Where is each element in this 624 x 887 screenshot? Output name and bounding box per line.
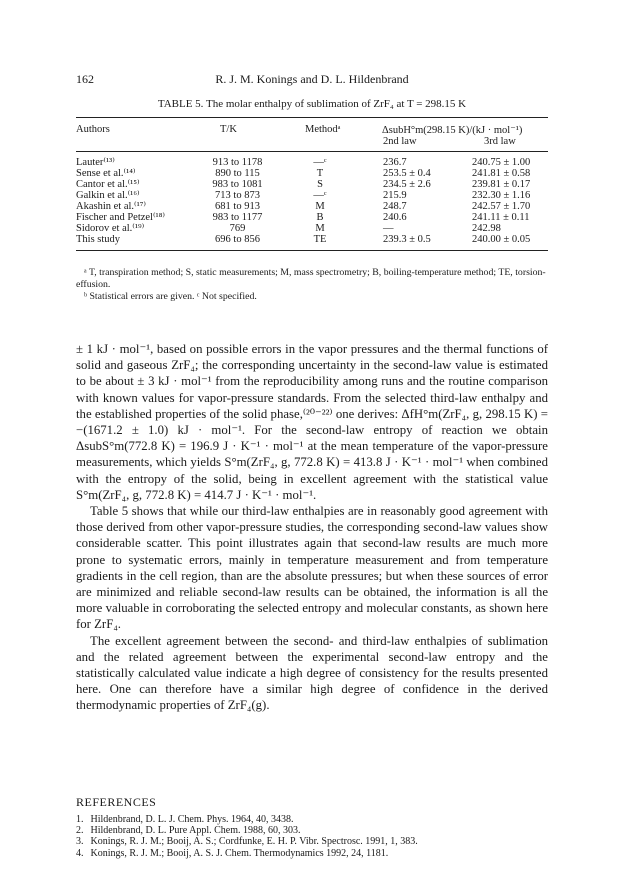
- table-cell: 234.5 ± 2.6: [383, 179, 431, 190]
- table-cell: Cantor et al.⁽¹⁵⁾: [76, 179, 140, 190]
- paragraph-1: ± 1 kJ · mol⁻¹, based on possible errors in the vapor pressures and the thermal functions of solid and gaseous ZrF₄; the corresponding uncertainty in the second-law value is estimated to be about ± 3 kJ · mol⁻¹ from the reproducibility among runs and the routine comparison with known values for vapor-pressure standards. From the selected third-law enthalpy and the established properties of the solid phase,⁽²⁰⁻²²⁾ one derives: ΔfH°m(ZrF₄, g, 298.15 K) = −(1671.2 ± 1.0) kJ · mol⁻¹. For the second-law entropy of reaction we obtain ΔsubS°m(772.8 K) = 196.9 J · K⁻¹ · mol⁻¹ at the mean temperature of the vapor-pressure measurements, which yields S°m(ZrF₄, g, 772.8 K) = 413.8 J · K⁻¹ · mol⁻¹ when combined with the entropy of the solid, being in excellent agreement with the statistical value S°m(ZrF₄, g, 772.8 K) = 414.7 J · K⁻¹ · mol⁻¹.: [76, 342, 548, 502]
- table-cell: 253.5 ± 0.4: [383, 168, 431, 179]
- table-cell: Galkin et al.⁽¹⁶⁾: [76, 190, 140, 201]
- table-cell: 913 to 1178: [212, 157, 263, 168]
- table-footnotes: [76, 267, 548, 303]
- col-header-2nd-law: 2nd law: [383, 136, 417, 147]
- table-cell: 240.6: [383, 212, 407, 223]
- reference-number: 2.: [76, 825, 84, 837]
- column-authors: [76, 157, 165, 245]
- table-header-rule: [76, 151, 548, 152]
- table-cell: 236.7: [383, 157, 407, 168]
- paragraph-2: Table 5 shows that while our third-law enthalpies are in reasonably good agreement with those derived from other vapor-pressure studies, the corresponding second-law values show considerable scatter. This point illustrates again that second-law results are much more prone to systematic errors, mainly in temperature measurement and from temperature gradients in the cell region, than are the absolute pressures; but when these sources of error are minimized and reliable second-law results can be obtained, the information is all the more valuable in corroborating the selected entropy and molecular constants, as shown here for ZrF₄.: [76, 504, 548, 632]
- reference-item: [76, 825, 548, 836]
- table-cell: —: [383, 223, 394, 234]
- reference-text: Hildenbrand, D. L. Pure Appl. Chem. 1988, 60, 303.: [90, 825, 301, 837]
- reference-text: Konings, R. J. M.; Booij, A. S. J. Chem. Thermodynamics 1992, 24, 1181.: [90, 847, 389, 859]
- table-bottom-rule: [76, 250, 548, 251]
- table-cell: 239.81 ± 0.17: [472, 179, 531, 190]
- column-method: [300, 157, 340, 245]
- table-cell: 890 to 115: [215, 168, 260, 179]
- table-cell: Sense et al.⁽¹⁴⁾: [76, 168, 136, 179]
- paragraph-3: The excellent agreement between the second- and third-law enthalpies of sublimation and the related agreement between the experimental second-law entropy and the statistically calculated value indicate a high degree of consistency for the results presented here. One can therefore have a similar high degree of confidence in the derived thermodynamic properties of ZrF₄(g).: [76, 633, 548, 713]
- table-cell: Akashin et al.⁽¹⁷⁾: [76, 201, 146, 212]
- references-heading: REFERENCES: [76, 795, 157, 809]
- table-cell: 241.11 ± 0.11: [472, 212, 530, 223]
- table-top-rule: [76, 117, 548, 118]
- table-cell: 215.9: [383, 190, 407, 201]
- reference-item: [76, 848, 548, 859]
- body-text: [76, 341, 548, 714]
- table-cell: —ᶜ: [313, 157, 327, 168]
- table-cell: 983 to 1081: [212, 179, 263, 190]
- table-cell: 242.98: [472, 223, 501, 234]
- table-cell: TE: [313, 234, 327, 245]
- table-cell: 681 to 913: [215, 201, 260, 212]
- reference-number: 1.: [76, 814, 84, 825]
- reference-item: [76, 814, 548, 825]
- reference-text: Hildenbrand, D. L. J. Chem. Phys. 1964, 40, 3438.: [90, 814, 294, 825]
- table-caption: TABLE 5. The molar enthalpy of sublimation of ZrF₄ at T = 298.15 K: [157, 98, 467, 110]
- col-header-authors: Authors: [76, 124, 110, 135]
- table-cell: B: [316, 212, 324, 223]
- table-cell: 240.75 ± 1.00: [472, 157, 531, 168]
- table-cell: 240.00 ± 0.05: [472, 234, 531, 245]
- reference-number: 3.: [76, 836, 84, 848]
- table-cell: T: [316, 168, 324, 179]
- table-cell: —ᶜ: [313, 190, 327, 201]
- reference-text: Konings, R. J. M.; Booij, A. S.; Cordfunke, E. H. P. Vibr. Spectrosc. 1991, 1, 383.: [90, 836, 418, 848]
- running-header: [76, 72, 548, 88]
- table-cell: 769: [229, 223, 246, 234]
- footnote-b: ᵇ Statistical errors are given. ᶜ Not specified.: [84, 291, 257, 302]
- table-cell: Fischer and Petzel⁽¹⁸⁾: [76, 212, 165, 223]
- table-cell: 696 to 856: [215, 234, 260, 245]
- table-cell: Sidorov et al.⁽¹⁹⁾: [76, 223, 145, 234]
- table-cell: 232.30 ± 1.16: [472, 190, 531, 201]
- table-cell: 242.57 ± 1.70: [472, 201, 531, 212]
- table-cell: 239.3 ± 0.5: [383, 234, 431, 245]
- table-cell: M: [315, 201, 325, 212]
- column-2nd-law: [383, 157, 431, 245]
- table-cell: 241.81 ± 0.58: [472, 168, 531, 179]
- footnote-a: ᵃ T, transpiration method; S, static measurements; M, mass spectrometry; B, boiling-temperature method; TE, torsion-effusion.: [76, 267, 546, 290]
- table-cell: Lauter⁽¹³⁾: [76, 157, 115, 168]
- table-cell: This study: [76, 234, 121, 245]
- reference-item: [76, 836, 548, 847]
- column-temperature: [205, 157, 270, 245]
- table-cell: 983 to 1177: [212, 212, 263, 223]
- reference-list: [76, 814, 548, 859]
- column-3rd-law: [472, 157, 530, 245]
- table-cell: M: [315, 223, 325, 234]
- table-cell: S: [317, 179, 323, 190]
- col-header-3rd-law: 3rd law: [484, 136, 516, 147]
- col-header-temperature: T/K: [220, 124, 237, 135]
- running-head: R. J. M. Konings and D. L. Hildenbrand: [215, 72, 409, 86]
- col-header-enthalpy: ΔsubH°m(298.15 K)/(kJ · mol⁻¹): [382, 125, 523, 136]
- table-cell: 248.7: [383, 201, 407, 212]
- col-header-method: Methodᵃ: [305, 124, 341, 135]
- table-cell: 713 to 873: [215, 190, 260, 201]
- reference-number: 4.: [76, 847, 84, 859]
- page-number: 162: [76, 72, 94, 86]
